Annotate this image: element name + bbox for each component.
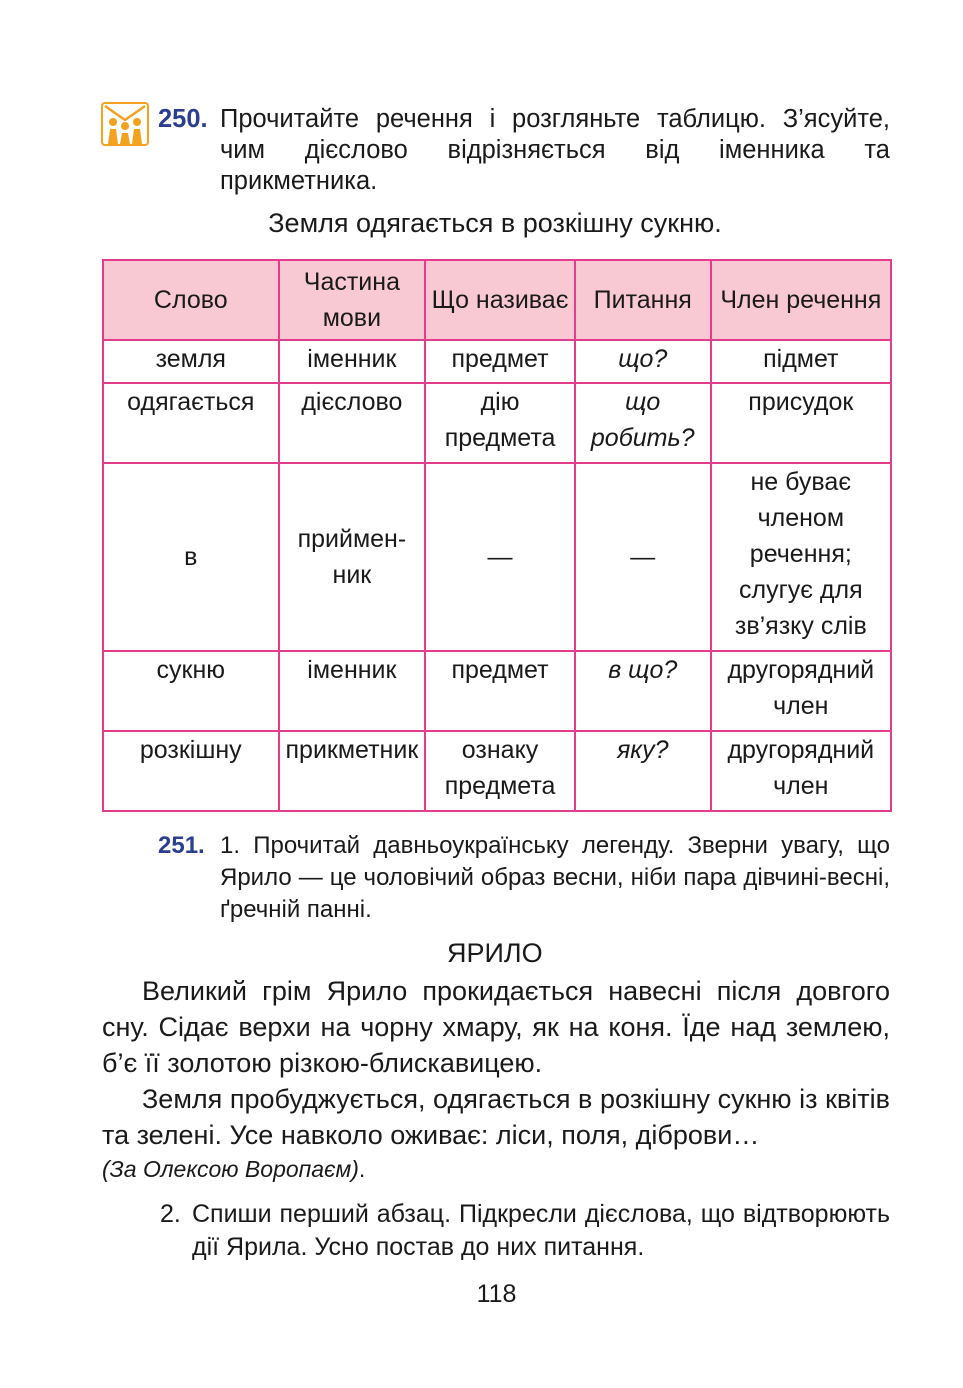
task-number: 2. bbox=[160, 1200, 181, 1228]
task-2 bbox=[160, 1198, 890, 1264]
table-row bbox=[103, 463, 891, 651]
table-cell: одягається bbox=[103, 383, 279, 463]
table-cell: дію предмета bbox=[425, 383, 575, 463]
table-cell: не буває членом речення; слугує для зв’язку слів bbox=[711, 463, 891, 651]
table-cell: присудок bbox=[711, 383, 891, 463]
header-cell: Частина мови bbox=[279, 260, 426, 340]
table-cell: іменник bbox=[279, 340, 426, 383]
table-cell: другорядний член bbox=[711, 651, 891, 731]
table-cell: земля bbox=[103, 340, 279, 383]
header-cell: Член речення bbox=[711, 260, 891, 340]
legend-paragraph-1: Великий грім Ярило прокидається навесні після довгого сну. Сідає верхи на чорну хмару, як на коня. Їде над землею, б’є її золотою різкою-блискавицею. bbox=[102, 976, 890, 1078]
legend-paragraph-2: Земля пробуджується, одягається в розкішну сукню із квітів та зелені. Усе навколо оживає: ліси, поля, діброви… bbox=[102, 1084, 890, 1150]
table-cell: в bbox=[103, 463, 279, 651]
table-cell: що робить? bbox=[575, 383, 711, 463]
exercise-text: 1. Прочитай давньоукраїнську легенду. Зверни увагу, що Ярило — це чоловічий образ весни, ніби пара дівчині-весні, ґречній панні. bbox=[220, 832, 890, 923]
table-cell: що? bbox=[575, 340, 711, 383]
header-cell: Що називає bbox=[425, 260, 575, 340]
table-cell: підмет bbox=[711, 340, 891, 383]
table-row bbox=[103, 340, 891, 383]
table-cell: прийменник bbox=[279, 463, 426, 651]
group-work-icon bbox=[101, 102, 149, 146]
table-cell: предмет bbox=[425, 651, 575, 731]
table-cell: сукню bbox=[103, 651, 279, 731]
task-text: Спиши перший абзац. Підкресли дієслова, що відтворюють дії Ярила. Усно постав до них питання. bbox=[192, 1200, 890, 1261]
table-cell: прикметник bbox=[279, 731, 426, 811]
exercise-251 bbox=[158, 830, 890, 926]
parts-of-speech-table bbox=[102, 259, 892, 812]
table-cell: в що? bbox=[575, 651, 711, 731]
source-author: (За Олексою Воропаєм) bbox=[102, 1156, 359, 1182]
legend-source bbox=[102, 1156, 365, 1183]
table-cell: розкішну bbox=[103, 731, 279, 811]
exercise-250 bbox=[158, 104, 890, 197]
table-header-row bbox=[103, 260, 891, 340]
page-number: 118 bbox=[476, 1280, 517, 1308]
header-cell: Слово bbox=[103, 260, 279, 340]
exercise-text: Прочитайте речення і розгляньте таблицю. З’ясуйте, чим дієслово відрізняється від іменника та прикметника. bbox=[220, 105, 890, 195]
table-cell: — bbox=[575, 463, 711, 651]
example-sentence: Земля одягається в розкішну сукню. bbox=[268, 208, 722, 238]
table-cell: ознаку предмета bbox=[425, 731, 575, 811]
table-row bbox=[103, 383, 891, 463]
source-period: . bbox=[358, 1156, 366, 1182]
table-cell: іменник bbox=[279, 651, 426, 731]
table-cell: — bbox=[425, 463, 575, 651]
exercise-number: 251. bbox=[158, 832, 205, 859]
table-cell: яку? bbox=[575, 731, 711, 811]
table-cell: предмет bbox=[425, 340, 575, 383]
table-row bbox=[103, 731, 891, 811]
table-cell: дієслово bbox=[279, 383, 426, 463]
legend-title: ЯРИЛО bbox=[447, 938, 543, 968]
table-row bbox=[103, 651, 891, 731]
exercise-number: 250. bbox=[158, 105, 208, 133]
table-cell: другорядний член bbox=[711, 731, 891, 811]
header-cell: Питання bbox=[575, 260, 711, 340]
